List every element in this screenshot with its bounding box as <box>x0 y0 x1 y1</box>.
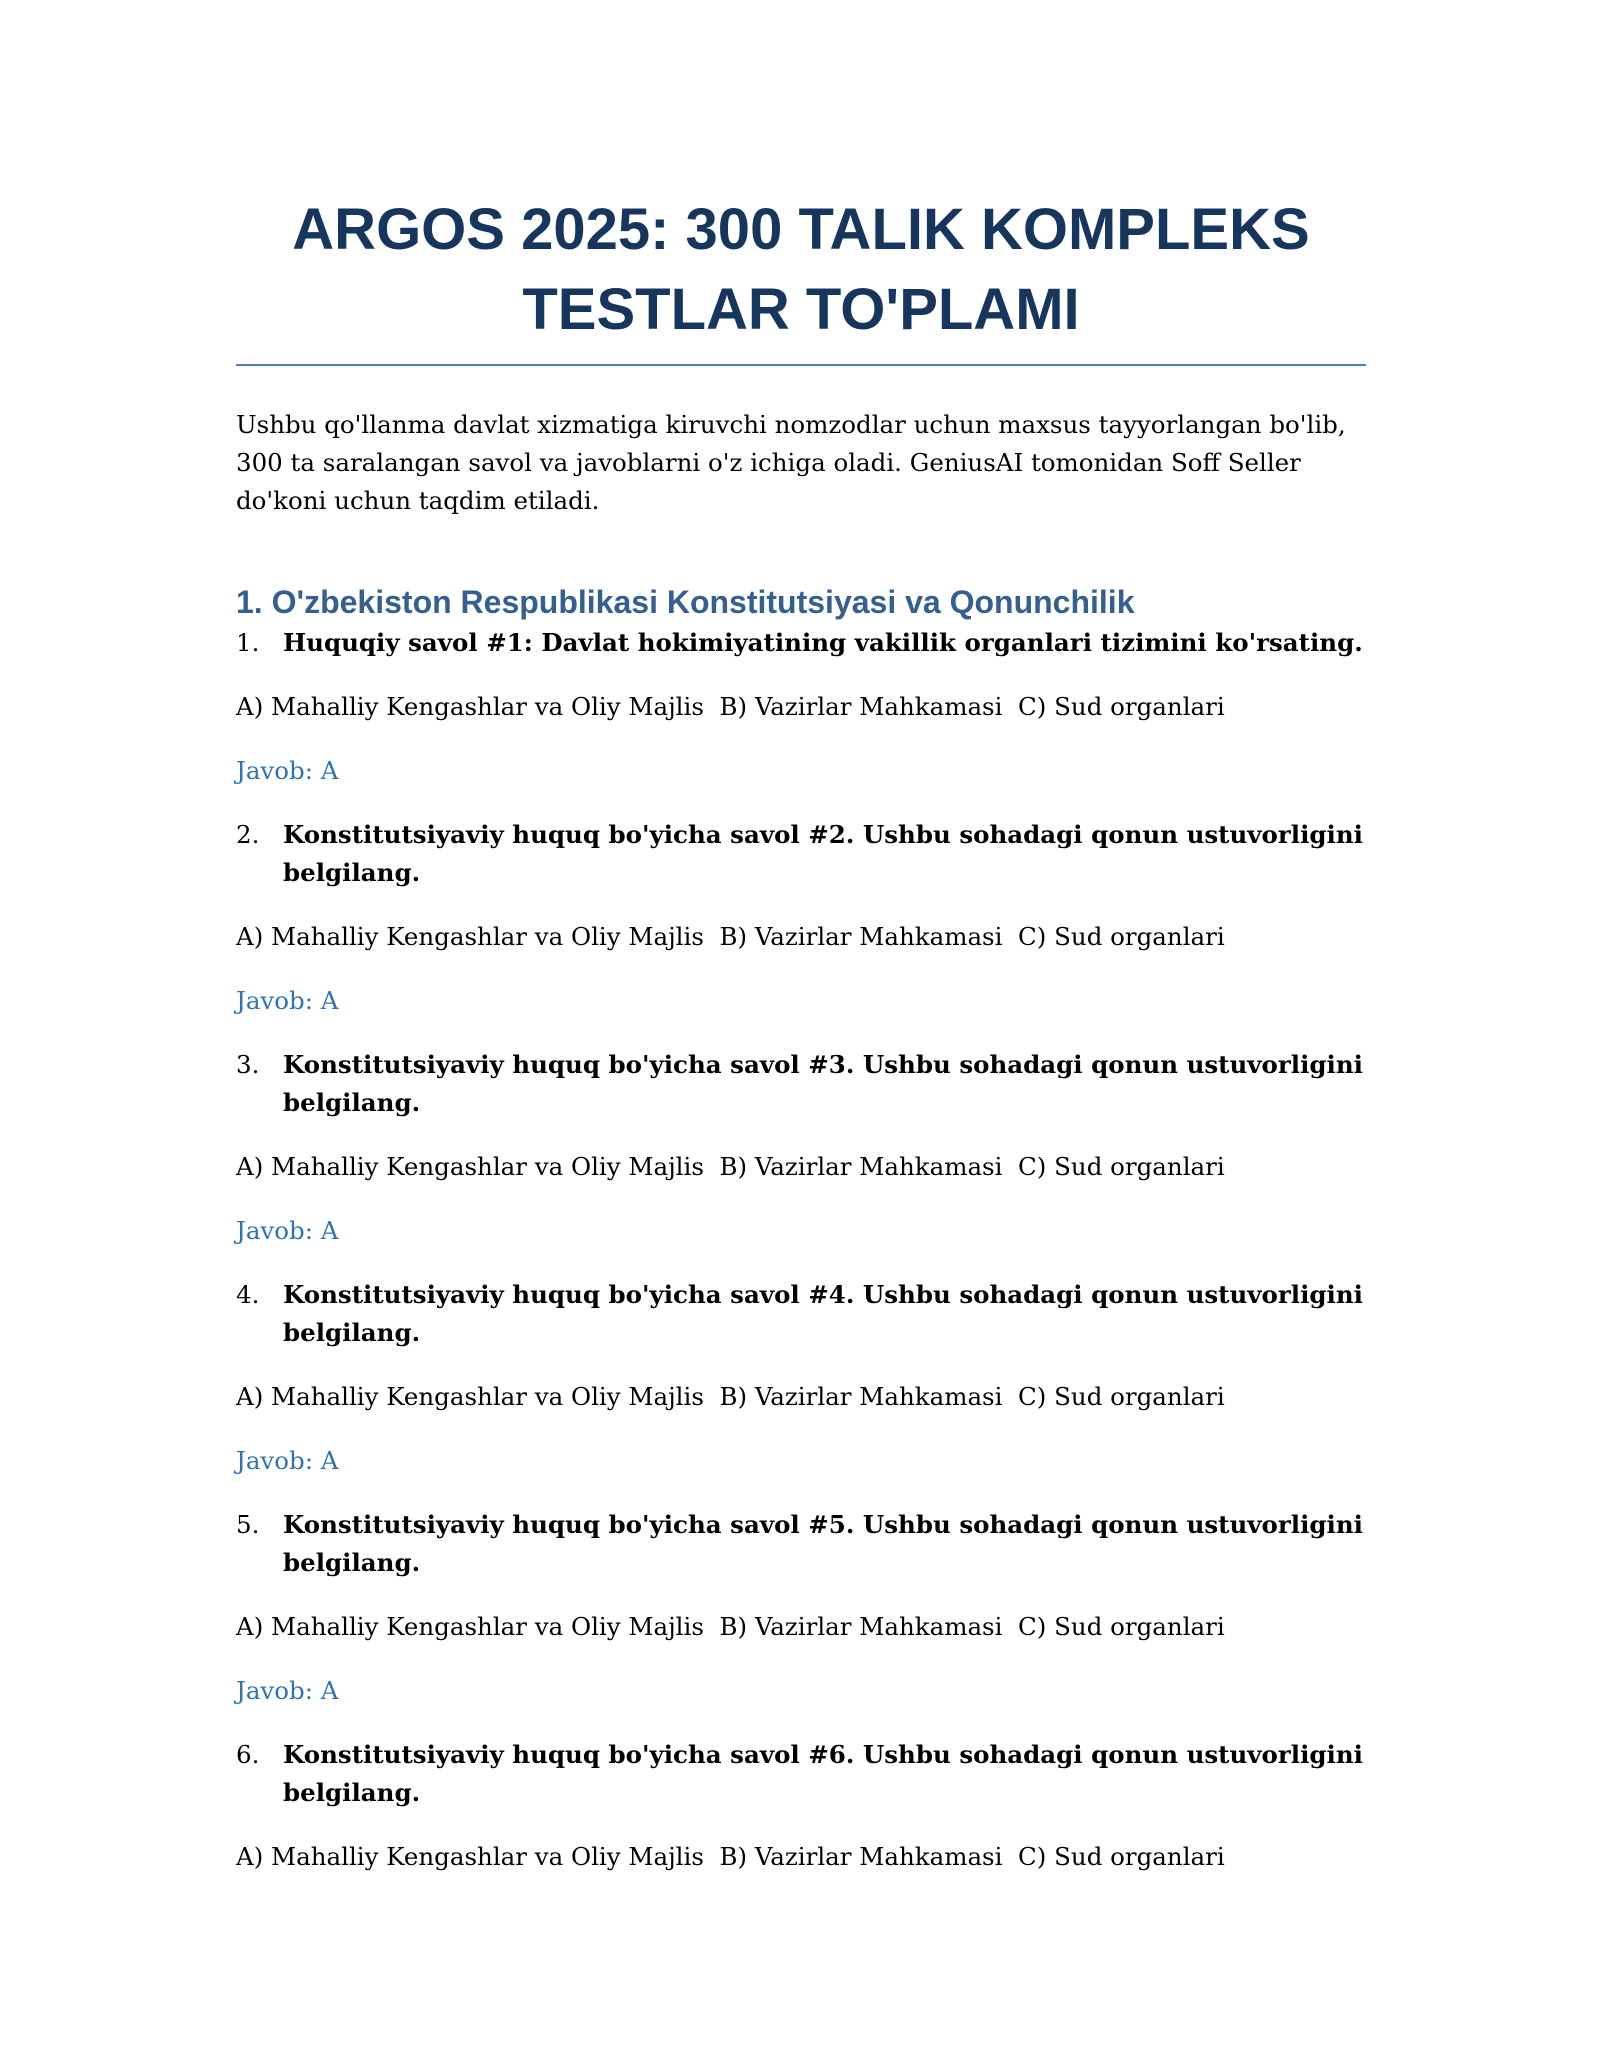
answer-options: A) Mahalliy Kengashlar va Oliy Majlis B) Vazirlar Mahkamasi C) Sud organlari <box>236 1612 1225 1641</box>
question-number: 5. <box>236 1510 260 1539</box>
question-item <box>236 1506 1366 1710</box>
question-text: Konstitutsiyaviy huquq bo'yicha savol #5. Ushbu sohadagi qonun ustuvorligini belgilang. <box>283 1510 1363 1577</box>
question-line <box>236 1736 1366 1812</box>
question-line <box>236 816 1366 892</box>
document-title: ARGOS 2025: 300 TALIK KOMPLEKS TESTLAR TO'PLAMI <box>236 190 1366 366</box>
correct-answer: Javob: A <box>236 986 339 1015</box>
question-item <box>236 1736 1366 1876</box>
question-item <box>236 816 1366 1020</box>
correct-answer: Javob: A <box>236 756 339 785</box>
document-page <box>236 190 1366 1876</box>
question-line <box>236 1506 1366 1582</box>
question-line <box>236 624 1366 662</box>
section-heading: 1. O'zbekiston Respublikasi Konstitutsiyasi va Qonunchilik <box>236 584 1135 620</box>
correct-answer: Javob: A <box>236 1676 339 1705</box>
question-list <box>236 624 1366 1876</box>
answer-options: A) Mahalliy Kengashlar va Oliy Majlis B) Vazirlar Mahkamasi C) Sud organlari <box>236 1382 1225 1411</box>
question-text: Konstitutsiyaviy huquq bo'yicha savol #6. Ushbu sohadagi qonun ustuvorligini belgilang. <box>283 1740 1363 1807</box>
question-text: Konstitutsiyaviy huquq bo'yicha savol #4. Ushbu sohadagi qonun ustuvorligini belgilang. <box>283 1280 1363 1347</box>
correct-answer: Javob: A <box>236 1216 339 1245</box>
question-line <box>236 1046 1366 1122</box>
answer-options: A) Mahalliy Kengashlar va Oliy Majlis B) Vazirlar Mahkamasi C) Sud organlari <box>236 692 1225 721</box>
intro-paragraph: Ushbu qo'llanma davlat xizmatiga kiruvchi nomzodlar uchun maxsus tayyorlangan bo'lib, 300 ta saralangan savol va javoblarni o'z ichiga oladi. GeniusAI tomonidan Soff Seller do'koni uchun taqdim etiladi. <box>236 410 1346 515</box>
question-number: 3. <box>236 1050 260 1079</box>
answer-options: A) Mahalliy Kengashlar va Oliy Majlis B) Vazirlar Mahkamasi C) Sud organlari <box>236 1152 1225 1181</box>
correct-answer: Javob: A <box>236 1446 339 1475</box>
answer-options: A) Mahalliy Kengashlar va Oliy Majlis B) Vazirlar Mahkamasi C) Sud organlari <box>236 922 1225 951</box>
question-number: 6. <box>236 1740 260 1769</box>
question-text: Konstitutsiyaviy huquq bo'yicha savol #3. Ushbu sohadagi qonun ustuvorligini belgilang. <box>283 1050 1363 1117</box>
question-text: Konstitutsiyaviy huquq bo'yicha savol #2. Ushbu sohadagi qonun ustuvorligini belgilang. <box>283 820 1363 887</box>
question-text: Huquqiy savol #1: Davlat hokimiyatining vakillik organlari tizimini ko'rsating. <box>283 628 1363 657</box>
question-number: 4. <box>236 1280 260 1309</box>
question-number: 1. <box>236 628 260 657</box>
question-number: 2. <box>236 820 260 849</box>
question-item <box>236 624 1366 790</box>
answer-options: A) Mahalliy Kengashlar va Oliy Majlis B) Vazirlar Mahkamasi C) Sud organlari <box>236 1842 1225 1871</box>
question-line <box>236 1276 1366 1352</box>
question-item <box>236 1276 1366 1480</box>
question-item <box>236 1046 1366 1250</box>
